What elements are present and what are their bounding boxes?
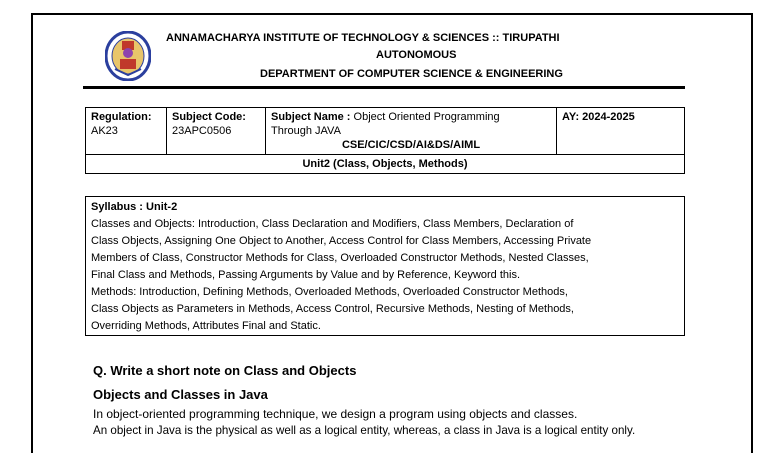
academic-year-cell xyxy=(557,108,685,155)
syllabus-line: Overriding Methods, Attributes Final and Static. xyxy=(91,320,321,332)
subject-name-cell xyxy=(266,108,557,155)
syllabus-unit: Unit-2 xyxy=(146,201,178,213)
institute-logo xyxy=(105,31,151,81)
syllabus-line: Classes and Objects: Introduction, Class Declaration and Modifiers, Class Members, Declaration of xyxy=(91,218,574,230)
syllabus-line: Members of Class, Constructor Methods for Class, Overloaded Constructor Methods, Nested Classes, xyxy=(91,252,589,264)
section-heading: Objects and Classes in Java xyxy=(93,387,268,402)
subject-code-label: Subject Code: xyxy=(172,111,246,123)
subject-code-value: 23APC0506 xyxy=(172,125,232,137)
subject-name-value-line2: Through JAVA xyxy=(271,125,341,137)
subject-info-table xyxy=(85,107,685,174)
academic-year: AY: 2024-2025 xyxy=(562,111,635,123)
department-name: DEPARTMENT OF COMPUTER SCIENCE & ENGINEERING xyxy=(260,68,563,80)
unit-title: Unit2 (Class, Objects, Methods) xyxy=(86,155,685,174)
syllabus-label: Syllabus : xyxy=(91,201,143,213)
syllabus-line: Methods: Introduction, Defining Methods, Overloaded Methods, Overloaded Constructor Methods, xyxy=(91,286,568,298)
subject-name-value: Object Oriented Programming xyxy=(353,111,500,123)
subject-name-label: Subject Name : xyxy=(271,111,351,123)
header-rule xyxy=(83,86,685,89)
syllabus-line: Final Class and Methods, Passing Arguments by Value and by Reference, Keyword this. xyxy=(91,269,521,281)
branches: CSE/CIC/CSD/AI&DS/AIML xyxy=(341,139,481,151)
syllabus-line: Class Objects, Assigning One Object to Another, Access Control for Class Members, Accessing Private xyxy=(91,235,592,247)
question-heading: Q. Write a short note on Class and Objects xyxy=(93,363,357,378)
autonomous-label: AUTONOMOUS xyxy=(376,49,457,61)
regulation-label: Regulation: xyxy=(91,111,152,123)
institute-name: ANNAMACHARYA INSTITUTE OF TECHNOLOGY & SCIENCES :: TIRUPATHI xyxy=(166,32,560,44)
paragraph-2: An object in Java is the physical as well as a logical entity, whereas, a class in Java is a logical entity only. xyxy=(93,424,636,437)
syllabus-box xyxy=(85,196,685,336)
subject-code-cell xyxy=(167,108,266,155)
syllabus-line: Class Objects as Parameters in Methods, Access Control, Recursive Methods, Nesting of Methods, xyxy=(91,303,574,315)
regulation-value: AK23 xyxy=(91,125,118,137)
regulation-cell xyxy=(86,108,167,155)
paragraph-1: In object-oriented programming technique, we design a program using objects and classes. xyxy=(93,407,578,421)
